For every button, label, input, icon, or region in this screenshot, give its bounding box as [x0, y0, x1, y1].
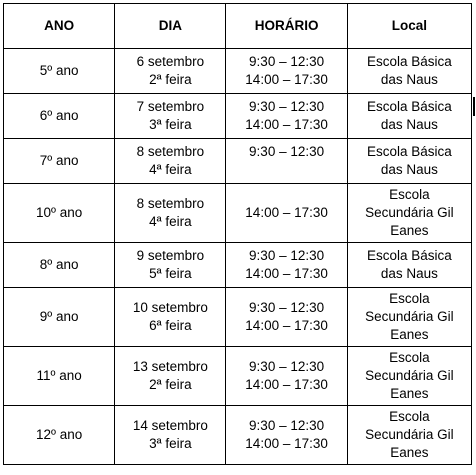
cell-horario: [226, 288, 347, 347]
horario-afternoon: 14:00 – 17:30: [245, 117, 328, 132]
cell-horario: [226, 49, 347, 94]
table-row: [4, 288, 472, 347]
header-horario: HORÁRIO: [226, 4, 347, 49]
header-dia: DIA: [115, 4, 226, 49]
cell-dia: [115, 139, 226, 184]
local-line: das Naus: [380, 72, 438, 87]
cell-horario: [226, 243, 347, 288]
dia-date: 14 setembro: [132, 418, 208, 433]
ano-text: 6º ano: [39, 108, 79, 123]
dia-weekday: 2ª feira: [149, 72, 192, 87]
cell-local: [347, 243, 471, 288]
local-line: Escola Básica: [366, 248, 452, 263]
cell-horario: [226, 406, 347, 465]
header-row: [4, 4, 472, 49]
local-line: das Naus: [380, 266, 438, 281]
cell-ano: [4, 243, 115, 288]
dia-weekday: 5ª feira: [149, 266, 192, 281]
dia-date: 8 setembro: [136, 196, 205, 211]
cell-local: [347, 288, 471, 347]
local-line: Escola: [389, 291, 430, 306]
cell-ano: [4, 184, 115, 243]
header-local: Local: [347, 4, 471, 49]
cell-ano: [4, 406, 115, 465]
dia-date: 7 setembro: [136, 99, 205, 114]
cell-ano: [4, 347, 115, 406]
ano-text: 5º ano: [39, 63, 79, 78]
horario-afternoon: 14:00 – 17:30: [245, 377, 328, 392]
local-line: Escola Básica: [366, 144, 452, 159]
cell-ano: [4, 49, 115, 94]
cell-local: [347, 347, 471, 406]
ano-text: 7º ano: [39, 153, 79, 168]
local-line: das Naus: [380, 117, 438, 132]
ano-text: 11º ano: [36, 368, 82, 383]
dia-weekday: 4ª feira: [149, 214, 192, 229]
local-line: Escola: [389, 409, 430, 424]
local-line: Escola: [389, 350, 430, 365]
local-line: Secundária Gil: [365, 427, 454, 442]
table-row: [4, 49, 472, 94]
horario-morning: 9:30 – 12:30: [249, 300, 325, 315]
cell-dia: [115, 288, 226, 347]
dia-weekday: 3ª feira: [149, 117, 192, 132]
dia-weekday: 4ª feira: [149, 162, 192, 177]
dia-date: 13 setembro: [132, 359, 208, 374]
cell-local: [347, 184, 471, 243]
horario-afternoon: 14:00 – 17:30: [245, 72, 328, 87]
cell-dia: [115, 94, 226, 139]
horario-morning: 9:30 – 12:30: [249, 144, 325, 159]
schedule-table: [3, 3, 472, 465]
table-row: [4, 139, 472, 184]
ano-text: 10º ano: [36, 205, 83, 220]
horario-afternoon: 14:00 – 17:30: [245, 318, 328, 333]
ano-text: 8º ano: [39, 257, 79, 272]
cell-horario: [226, 347, 347, 406]
table-row: [4, 184, 472, 243]
dia-date: 9 setembro: [136, 248, 205, 263]
cell-ano: [4, 94, 115, 139]
horario-afternoon: 14:00 – 17:30: [245, 205, 328, 220]
cell-local: [347, 49, 471, 94]
horario-morning: 9:30 – 12:30: [249, 359, 325, 374]
local-line: Escola: [389, 187, 430, 202]
local-line: Eanes: [390, 386, 429, 401]
cell-dia: [115, 243, 226, 288]
dia-weekday: 2ª feira: [149, 377, 192, 392]
local-line: Eanes: [390, 223, 429, 238]
dia-weekday: 6ª feira: [149, 318, 192, 333]
dia-date: 8 setembro: [136, 144, 205, 159]
horario-morning: 9:30 – 12:30: [249, 54, 325, 69]
local-line: Secundária Gil: [365, 309, 454, 324]
cell-dia: [115, 347, 226, 406]
cell-dia: [115, 184, 226, 243]
local-line: das Naus: [380, 162, 438, 177]
local-line: Escola Básica: [366, 54, 452, 69]
cell-local: [347, 94, 471, 139]
cell-horario: [226, 139, 347, 184]
cell-dia: [115, 406, 226, 465]
horario-afternoon: [229, 161, 343, 179]
dia-date: 10 setembro: [132, 300, 208, 315]
cell-local: [347, 406, 471, 465]
dia-weekday: 3ª feira: [149, 436, 192, 451]
header-ano: ANO: [4, 4, 115, 49]
table-row: [4, 94, 472, 139]
cell-dia: [115, 49, 226, 94]
dia-date: 6 setembro: [136, 54, 205, 69]
table-row: [4, 347, 472, 406]
local-line: Eanes: [390, 445, 429, 460]
horario-morning: 9:30 – 12:30: [249, 418, 325, 433]
ano-text: 12º ano: [36, 427, 83, 442]
horario-morning: 9:30 – 12:30: [249, 248, 325, 263]
table-row: [4, 406, 472, 465]
local-line: Secundária Gil: [365, 205, 454, 220]
local-line: Secundária Gil: [365, 368, 454, 383]
ano-text: 9º ano: [39, 309, 79, 324]
cell-horario: [226, 184, 347, 243]
edge-mark: [473, 97, 475, 116]
cell-ano: [4, 139, 115, 184]
cell-local: [347, 139, 471, 184]
local-line: Escola Básica: [366, 99, 452, 114]
local-line: Eanes: [390, 327, 429, 342]
horario-morning: 9:30 – 12:30: [249, 99, 325, 114]
horario-afternoon: 14:00 – 17:30: [245, 436, 328, 451]
table-row: [4, 243, 472, 288]
horario-afternoon: 14:00 – 17:30: [245, 266, 328, 281]
cell-ano: [4, 288, 115, 347]
cell-horario: [226, 94, 347, 139]
